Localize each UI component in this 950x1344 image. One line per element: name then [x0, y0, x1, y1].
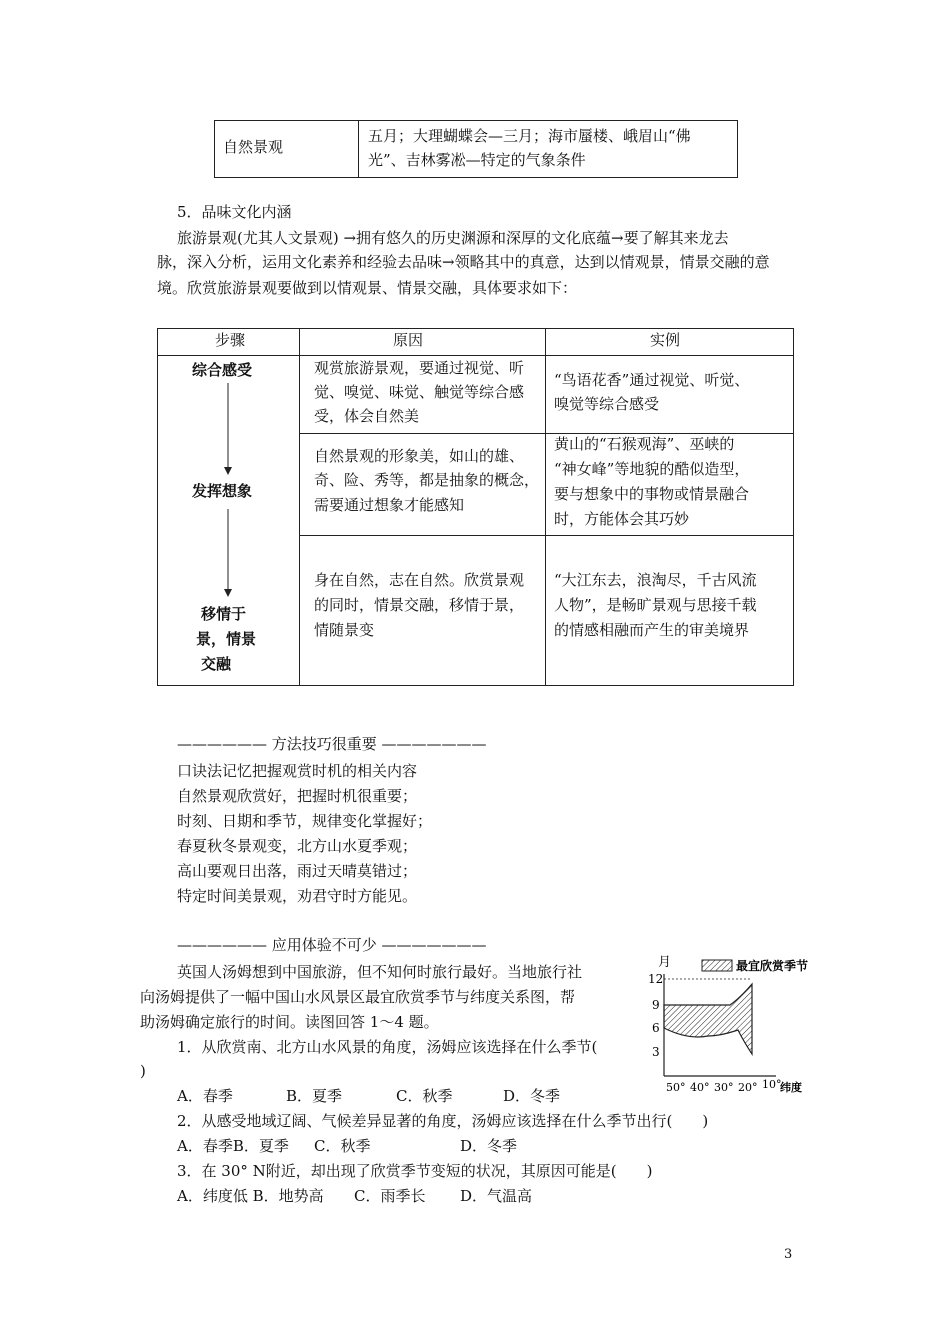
question-stem: ): [140, 1062, 146, 1080]
reason-line: 需要通过想象才能感知: [314, 496, 465, 514]
question-option: D．冬季: [460, 1137, 518, 1155]
step-label: 综合感受: [192, 361, 253, 379]
step-label: 发挥想象: [192, 482, 253, 500]
table-content-line: 五月；大理蝴蝶会—三月；海市蜃楼、峨眉山“佛: [368, 127, 691, 145]
method-line: 春夏秋冬景观变，北方山水夏季观；: [177, 837, 418, 855]
question-stem: 3．在 30° N附近，却出现了欣赏季节变短的状况，其原因可能是( ): [177, 1162, 653, 1180]
example-line: 嗅觉等综合感受: [554, 395, 660, 413]
question-option: A．春季: [177, 1087, 233, 1105]
x-tick-label: 40°: [690, 1081, 710, 1094]
section-paragraph-line: 境。欣赏旅游景观要做到以情观景、情景交融，具体要求如下：: [157, 279, 578, 297]
step-label: 景，情景: [196, 630, 257, 648]
best-season-area: [664, 984, 752, 1054]
table-label: 自然景观: [223, 138, 284, 156]
legend-swatch: [702, 960, 732, 971]
reason-line: 身在自然，志在自然。欣赏景观: [314, 571, 525, 589]
step-flow-arrows: [218, 379, 238, 609]
section-title: 5．品味文化内涵: [177, 203, 292, 221]
example-line: 要与想象中的事物或情景融合: [554, 485, 750, 503]
section-paragraph-line: 脉，深入分析，运用文化素养和经验去品味→领略其中的真意，达到以情观景，情景交融的意: [157, 253, 770, 271]
x-tick-label: 50°: [666, 1081, 686, 1094]
y-tick-label: 9: [652, 998, 660, 1012]
question-stem: 2．从感受地域辽阔、气候差异显著的角度，汤姆应该选择在什么季节出行( ): [177, 1112, 709, 1130]
reason-line: 情随景变: [314, 621, 375, 639]
legend-label: 最宜欣赏季节: [736, 959, 809, 973]
x-axis-label: 纬度: [780, 1081, 802, 1094]
section-paragraph-line: 旅游景观(尤其人文景观) →拥有悠久的历史渊源和深厚的文化底蕴→要了解其来龙去: [177, 229, 729, 247]
header-step: 步骤: [214, 331, 245, 349]
reason-line: 观赏旅游景观，要通过视觉、听: [314, 359, 525, 377]
reason-line: 受，体会自然美: [314, 407, 420, 425]
y-tick-label: 12: [648, 972, 664, 986]
question-option: D．气温高: [460, 1187, 533, 1205]
method-line: 时刻、日期和季节，规律变化掌握好；: [177, 812, 433, 830]
arrow-down-icon: [224, 589, 232, 597]
question-option: B．夏季: [286, 1087, 343, 1105]
reason-line: 奇、险、秀等，都是抽象的概念，: [314, 471, 540, 489]
reason-line: 自然景观的形象美，如山的雄、: [314, 447, 525, 465]
question-stem: 1．从欣赏南、北方山水风景的角度，汤姆应该选择在什么季节(: [177, 1038, 598, 1056]
example-line: “鸟语花香”通过视觉、听觉、: [554, 371, 750, 389]
apply-intro-line: 英国人汤姆想到中国旅游，但不知何时旅行最好。当地旅行社: [177, 963, 583, 981]
example-line: 时，方能体会其巧妙: [554, 510, 690, 528]
reason-line: 的同时，情景交融，移情于景，: [314, 596, 525, 614]
example-line: 人物”，是畅旷景观与思接千载: [554, 596, 757, 614]
example-line: “大江东去，浪淘尽，千古风流: [554, 571, 757, 589]
latitude-season-figure: [640, 950, 820, 1095]
question-option: C．雨季长: [354, 1187, 426, 1205]
table-content-cell: [359, 121, 737, 177]
step-label: 交融: [201, 655, 232, 673]
method-line: 高山要观日出落，雨过天晴莫错过；: [177, 862, 418, 880]
example-line: 的情感相融而产生的审美境界: [554, 621, 750, 639]
header-example: 实例: [650, 331, 681, 349]
y-tick-label: 3: [652, 1045, 660, 1059]
x-tick-label: 30°: [714, 1081, 734, 1094]
question-option: A．纬度低 B．地势高: [177, 1187, 324, 1205]
page-number: 3: [784, 1247, 793, 1262]
table-content-line: 光”、吉林雾凇—特定的气象条件: [368, 151, 586, 169]
x-tick-label: 10°: [762, 1078, 782, 1091]
apply-intro-line: 助汤姆确定旅行的时间。读图回答 1～4 题。: [140, 1013, 439, 1031]
example-line: 黄山的“石猴观海”、巫峡的: [554, 435, 735, 453]
y-tick-label: 6: [652, 1021, 660, 1035]
apply-header: —————— 应用体验不可少 ———————: [177, 936, 487, 954]
question-option: C．秋季: [314, 1137, 371, 1155]
step-label: 移情于: [201, 605, 247, 623]
x-tick-label: 20°: [738, 1081, 758, 1094]
question-option: D．冬季: [503, 1087, 561, 1105]
method-header: —————— 方法技巧很重要 ———————: [177, 735, 487, 753]
method-line: 自然景观欣赏好，把握时机很重要；: [177, 787, 418, 805]
table-label-cell: [215, 121, 359, 177]
question-option: C．秋季: [396, 1087, 453, 1105]
apply-intro-line: 向汤姆提供了一幅中国山水风景区最宜欣赏季节与纬度关系图，帮: [140, 988, 576, 1006]
header-reason: 原因: [393, 331, 424, 349]
arrow-down-icon: [224, 467, 232, 475]
steps-table: [157, 328, 794, 686]
reason-line: 觉、嗅觉、味觉、触觉等综合感: [314, 383, 525, 401]
example-line: “神女峰”等地貌的酷似造型，: [554, 460, 750, 478]
natural-landscape-table: [214, 120, 738, 178]
question-option: A．春季B．夏季: [177, 1137, 289, 1155]
method-line: 特定时间美景观，劝君守时方能见。: [177, 887, 418, 905]
y-axis-label: 月: [658, 955, 672, 970]
method-line: 口诀法记忆把握观赏时机的相关内容: [177, 762, 418, 780]
